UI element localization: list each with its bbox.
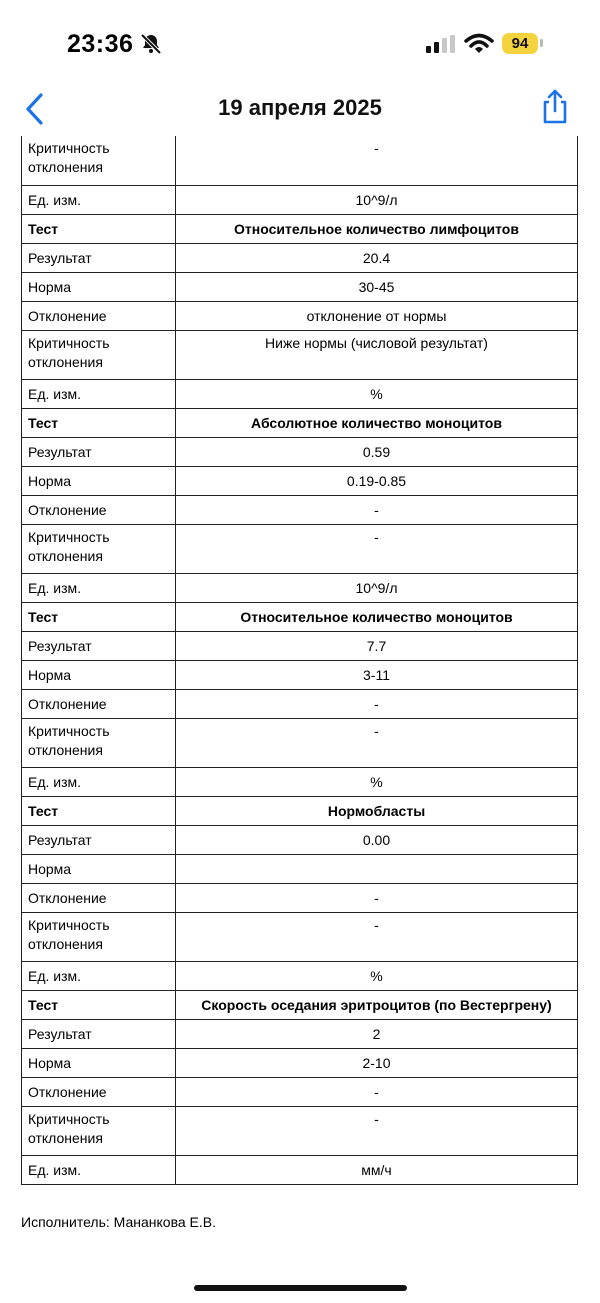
bell-slash-icon — [140, 33, 162, 55]
battery-tip — [540, 39, 543, 47]
row-value: - — [176, 136, 578, 185]
row-value: отклонение от нормы — [176, 301, 578, 330]
row-value: Относительное количество лимфоцитов — [176, 214, 578, 243]
battery-indicator — [502, 33, 538, 54]
row-label: Критичность отклонения — [22, 330, 176, 379]
row-label: Отклонение — [22, 1077, 176, 1106]
row-value: 10^9/л — [176, 573, 578, 602]
row-label: Норма — [22, 854, 176, 883]
table-row — [22, 961, 578, 990]
row-value: - — [176, 1106, 578, 1155]
table-row — [22, 301, 578, 330]
status-time: 23:36 — [67, 30, 134, 58]
table-row — [22, 136, 578, 185]
row-label: Отклонение — [22, 301, 176, 330]
row-label: Критичность отклонения — [22, 136, 176, 185]
row-value: 2-10 — [176, 1048, 578, 1077]
row-value: - — [176, 718, 578, 767]
row-value: 0.19-0.85 — [176, 466, 578, 495]
row-value: - — [176, 689, 578, 718]
table-row — [22, 466, 578, 495]
test-header-row — [22, 990, 578, 1019]
table-row — [22, 767, 578, 796]
row-label: Норма — [22, 272, 176, 301]
nav-bar — [0, 88, 600, 136]
table-row — [22, 495, 578, 524]
row-value: 7.7 — [176, 631, 578, 660]
table-row — [22, 1077, 578, 1106]
signal-icon — [426, 35, 456, 53]
row-value: 10^9/л — [176, 185, 578, 214]
row-label: Критичность отклонения — [22, 718, 176, 767]
row-value: % — [176, 379, 578, 408]
row-value: 30-45 — [176, 272, 578, 301]
row-label: Отклонение — [22, 689, 176, 718]
row-label: Тест — [22, 214, 176, 243]
row-value: мм/ч — [176, 1155, 578, 1184]
battery-level: 94 — [511, 35, 529, 52]
table-row — [22, 912, 578, 961]
table-row — [22, 243, 578, 272]
row-label: Норма — [22, 466, 176, 495]
test-header-row — [22, 602, 578, 631]
row-value: 0.59 — [176, 437, 578, 466]
row-value: 0.00 — [176, 825, 578, 854]
home-indicator[interactable] — [194, 1285, 407, 1291]
table-row — [22, 573, 578, 602]
table-row — [22, 631, 578, 660]
row-value: Скорость оседания эритроцитов (по Вестергрену) — [176, 990, 578, 1019]
row-label: Тест — [22, 796, 176, 825]
row-label: Критичность отклонения — [22, 912, 176, 961]
row-label: Отклонение — [22, 495, 176, 524]
table-row — [22, 1106, 578, 1155]
row-label: Ед. изм. — [22, 961, 176, 990]
table-row — [22, 437, 578, 466]
table-row — [22, 1048, 578, 1077]
test-header-row — [22, 408, 578, 437]
row-value: - — [176, 883, 578, 912]
wifi-icon — [464, 33, 494, 55]
table-row — [22, 660, 578, 689]
row-label: Норма — [22, 1048, 176, 1077]
row-label: Результат — [22, 825, 176, 854]
row-value: - — [176, 1077, 578, 1106]
row-value: Относительное количество моноцитов — [176, 602, 578, 631]
row-label: Результат — [22, 1019, 176, 1048]
row-label: Ед. изм. — [22, 185, 176, 214]
table-row — [22, 272, 578, 301]
table-row — [22, 1019, 578, 1048]
table-row — [22, 689, 578, 718]
row-value: Ниже нормы (числовой результат) — [176, 330, 578, 379]
test-header-row — [22, 214, 578, 243]
row-value — [176, 854, 578, 883]
row-label: Ед. изм. — [22, 1155, 176, 1184]
row-value: Абсолютное количество моноцитов — [176, 408, 578, 437]
row-label: Критичность отклонения — [22, 1106, 176, 1155]
table-row — [22, 379, 578, 408]
row-label: Ед. изм. — [22, 573, 176, 602]
test-header-row — [22, 796, 578, 825]
row-label: Ед. изм. — [22, 767, 176, 796]
row-value: 20.4 — [176, 243, 578, 272]
row-value: 2 — [176, 1019, 578, 1048]
table-row — [22, 330, 578, 379]
row-value: - — [176, 912, 578, 961]
results-scroll-area[interactable] — [0, 136, 600, 1266]
page-title: 19 апреля 2025 — [218, 95, 382, 120]
row-value: 3-11 — [176, 660, 578, 689]
row-value: - — [176, 495, 578, 524]
row-value: % — [176, 767, 578, 796]
table-row — [22, 524, 578, 573]
row-label: Отклонение — [22, 883, 176, 912]
results-table — [21, 136, 578, 1185]
table-row — [22, 185, 578, 214]
table-row — [22, 854, 578, 883]
table-row — [22, 825, 578, 854]
row-label: Тест — [22, 408, 176, 437]
row-value: - — [176, 524, 578, 573]
table-row — [22, 718, 578, 767]
row-label: Норма — [22, 660, 176, 689]
row-label: Ед. изм. — [22, 379, 176, 408]
row-label: Результат — [22, 243, 176, 272]
row-value: Нормобласты — [176, 796, 578, 825]
table-row — [22, 1155, 578, 1184]
row-label: Тест — [22, 602, 176, 631]
row-value: % — [176, 961, 578, 990]
row-label: Критичность отклонения — [22, 524, 176, 573]
row-label: Результат — [22, 631, 176, 660]
row-label: Тест — [22, 990, 176, 1019]
executor-note: Исполнитель: Мананкова Е.В. — [21, 1214, 216, 1230]
share-icon[interactable] — [540, 88, 570, 126]
table-row — [22, 883, 578, 912]
status-bar — [0, 0, 600, 90]
row-label: Результат — [22, 437, 176, 466]
